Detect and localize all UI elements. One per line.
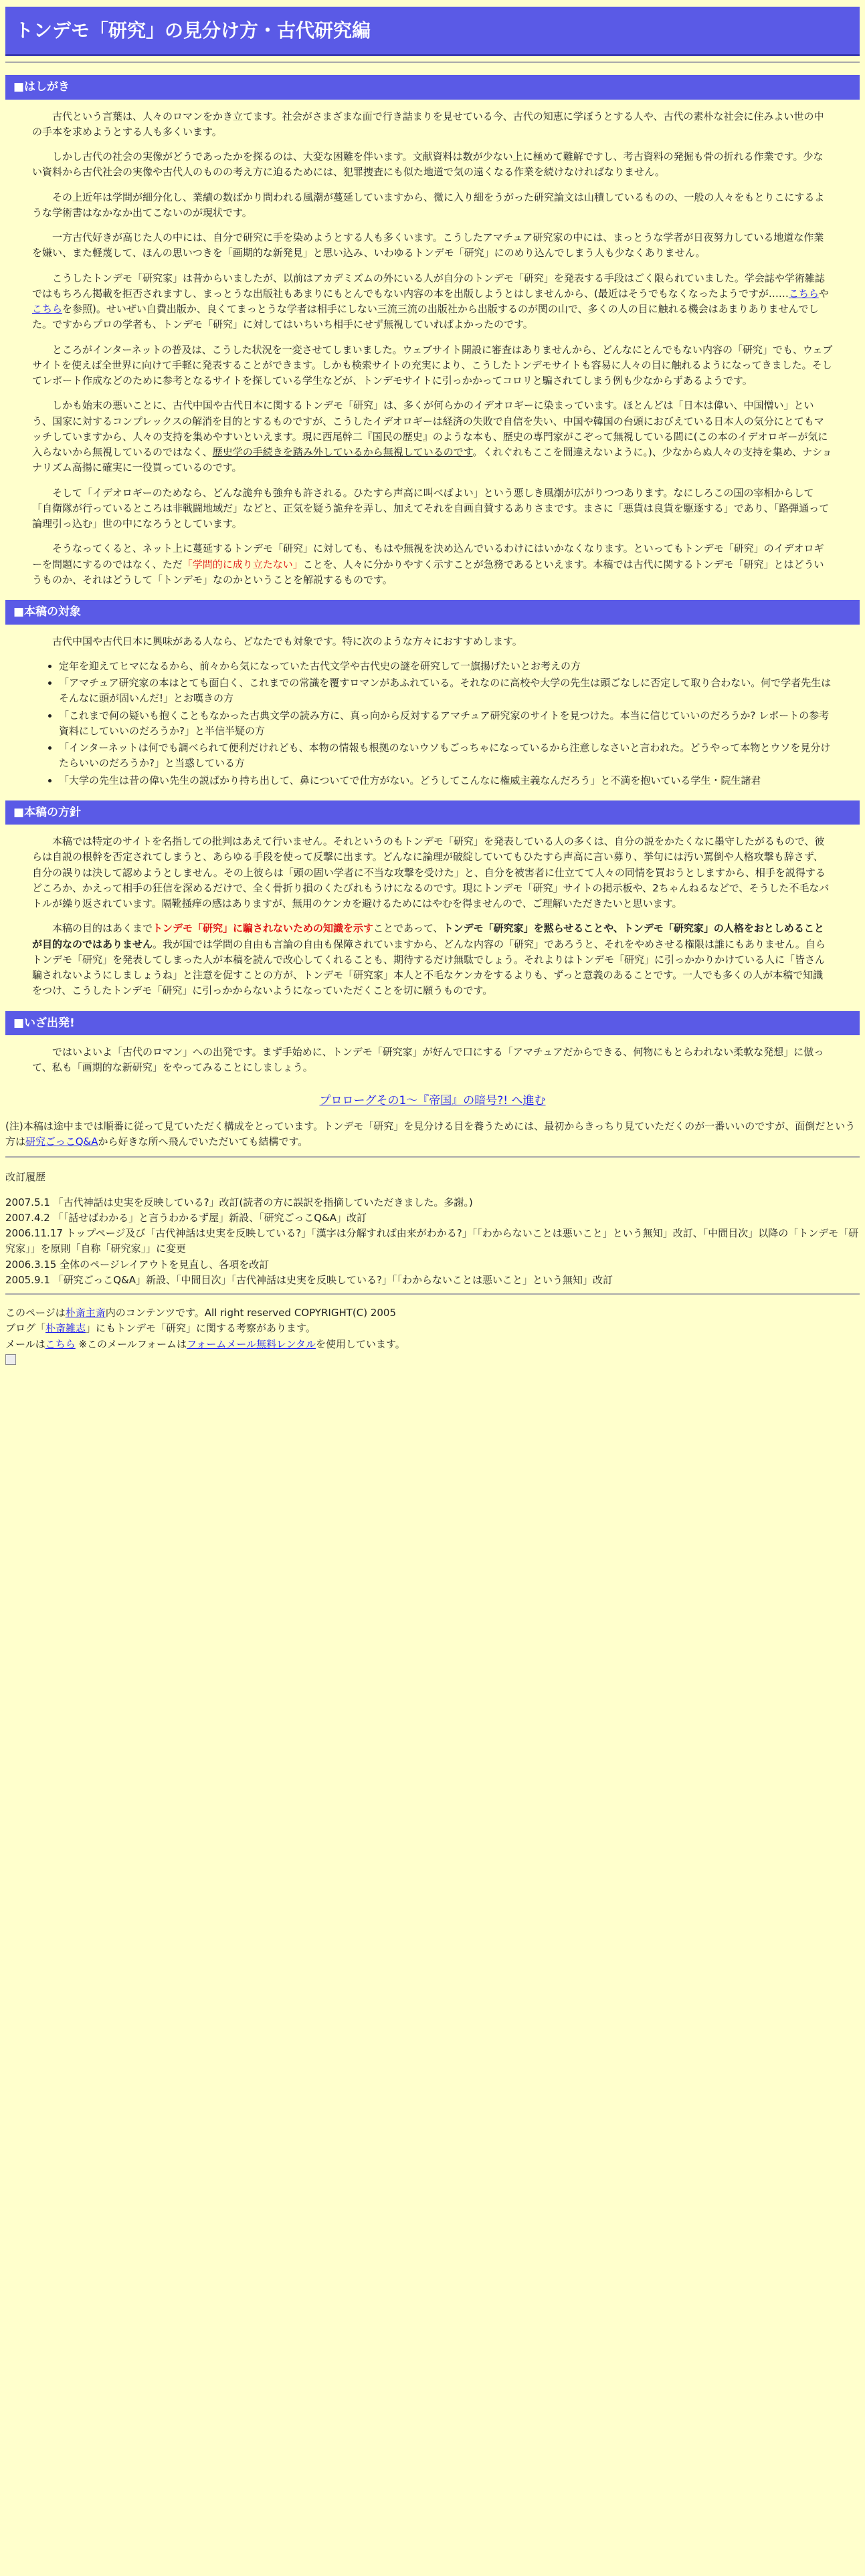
footer-line-1 xyxy=(5,1305,860,1321)
history-entry: 2006.11.17 トップページ及び「古代神話は史実を反映している?」「漢字は分解すれば由来がわかる?」「「わからないことは悪いこと」という無知」改訂、「中間目次」以降の「トンデモ「研究家」」を原則「自称「研究家」」に変更 xyxy=(5,1227,859,1255)
divider xyxy=(5,62,860,63)
qa-link[interactable]: 研究ごっこQ&A xyxy=(25,1136,98,1148)
reference-link-1[interactable]: こちら xyxy=(788,287,819,300)
next-link-wrap xyxy=(5,1092,860,1109)
intro-paragraph-1: 古代という言葉は、人々のロマンをかき立てます。社会がさまざまな面で行き詰まりを見せている今、古代の知恵に学ぼうとする人や、古代の素朴な社会に住みよい世の中の手本を求めようとする人も多くいます。 xyxy=(32,110,824,138)
section-heading-intro: ■はしがき xyxy=(5,75,860,99)
intro-p7-text-a: しかも始末の悪いことに、古代中国や古代日本に関するトンデモ「研究」は、多くが何らかのイデオロギーに染まっています。ほとんどは「日本は偉い、中国憎い」という、国家に対するコンプレックスの解消を目的とするものですが、こうしたイデオロギーは経済の失敗で自信を失い、中国や韓国の台頭におびえている日本人の気分にとてもマッチしていますから、人々の支持を集めやすいといえます。現に西尾幹二『国民の歴史』のような本も、歴史の専門家がこぞって無視している間に(この本のイデオロギーが気に入らないから無視しているのではなく、 xyxy=(32,399,828,459)
policy-p2-text-a: 本稿の目的はあくまで xyxy=(52,922,153,935)
formmail-link[interactable]: フォームメール無料レンタル xyxy=(187,1337,316,1350)
intro-paragraph-5 xyxy=(32,271,833,333)
history-entry: 2006.3.15 全体のページレイアウトを見直し、各項を改訂 xyxy=(5,1258,270,1271)
intro-p7-underlined: 歴史学の手続きを踏み外しているから無視しているのです xyxy=(212,446,473,459)
footer-text: ※このメールフォームは xyxy=(75,1337,187,1350)
intro-p5-text-c: を参照)。せいぜい自費出版か、良くてまっとうな学者は相手にしない三流三流の出版社から出版するのが関の山で、多くの人の目に触れる機会はあまりありませんでした。ですからプロの学者も、トンデモ「研究」に対してはいちいち相手にせず無視していればよかったのです。 xyxy=(32,303,819,331)
intro-p7-text-b: 。くれぐれもここを間違えないように。)、少なからぬ人々の支持を集め、ナショナリズム高揚に確実に一役買っているのです。 xyxy=(32,446,832,474)
mail-link[interactable]: こちら xyxy=(45,1337,76,1350)
footer-text: 内のコンテンツです。All right reserved COPYRIGHT(C) 2005 xyxy=(105,1307,397,1319)
target-list xyxy=(59,659,833,788)
intro-paragraph-4: 一方古代好きが高じた人の中には、自分で研究に手を染めようとする人も多くいます。こうしたアマチュア研究家の中には、まっとうな学者が日夜努力している地道な作業を嫌い、また軽蔑して、ほんの思いつきを「画期的な新発見」と思い込み、いわゆるトンデモ「研究」にのめり込んでしまう人も少なくありません。 xyxy=(32,231,824,259)
blog-link[interactable]: 朴斎雑志 xyxy=(45,1322,86,1335)
intro-p9-red-text: 「学問的に成り立たない」 xyxy=(182,558,303,570)
intro-paragraph-6: ところがインターネットの普及は、こうした状況を一変させてしまいました。ウェブサイト開設に審査はありませんから、どんなにとんでもない内容の「研究」でも、ウェブサイトを使えば全世界に向けて手軽に発表することができます。しかも検索サイトの充実により、こうしたトンデモサイトも容易に人々の目に触れるようになってきました。そしてレポート作成などのために参考となるサイトを探している学生などが、トンデモサイトに引っかかってコロリと騙されてしまう例も少なからずあるようです。 xyxy=(32,343,833,387)
footer-text: を使用しています。 xyxy=(316,1337,405,1350)
history-entry: 2005.9.1 「研究ごっこQ&A」新設、「中間目次」「古代神話は史実を反映している?」「「わからないことは悪いこと」という無知」改訂 xyxy=(5,1273,613,1286)
section-heading-policy: ■本稿の方針 xyxy=(5,800,860,825)
list-item: • 定年を迎えてヒマになるから、前々から気になっていた古代文学や古代史の謎を研究して一旗揚げたいとお考えの方 xyxy=(59,659,833,674)
note-text-a: (注)本稿は途中までは順番に従って見ていただく構成をとっています。トンデモ「研究」を見分ける目を養うためには、最初からきっちり見ていただくのが一番いいのですが、面倒だという方は xyxy=(5,1119,856,1148)
policy-paragraph-1: 本稿では特定のサイトを名指しての批判はあえて行いません。それというのもトンデモ「研究」を発表している人の多くは、自分の説をかたくなに墨守したがるもので、彼らは自説の根幹を否定されてしまうと、あらゆる手段を使って反撃に出ます。どんなに論理が破綻していてもひたすら声高に言い募り、挙句には汚い罵倒や人格攻撃も辞さず、自分の誤りは決して認めようとしません。その上彼らは「頭の固い学者に不当な攻撃を受けた」と、自分を被害者に仕立てて人々の同情を買おうとしますから、相手を説得するどころか、かえって相手の狂信を深めるだけで、全く骨折り損のくたびれもうけになるのです。現にトンデモ「研究」サイトの掲示板や、2ちゃんねるなどで、そうした不毛なバトルが繰り返されています。隔靴掻痒の感はありますが、無用のケンカを避けるためにはやむを得ませんので、ご理解いただきたいと思います。 xyxy=(32,835,830,910)
section-heading-start: ■いざ出発! xyxy=(5,1011,860,1035)
note xyxy=(5,1119,860,1150)
site-home-link[interactable]: 朴斎主斎 xyxy=(65,1307,106,1319)
footer-text: ブログ「 xyxy=(5,1322,46,1335)
note-text-b: から好きな所へ飛んでいただいても結構です。 xyxy=(98,1136,308,1148)
divider xyxy=(5,1156,860,1158)
policy-p2-text-b: ことであって、 xyxy=(373,922,444,935)
list-item: • 「アマチュア研究家の本はとても面白く、これまでの常識を覆すロマンがあふれている。それなのに高校や大学の先生は頭ごなしに否定して取り合わない。何で学者先生はそんなに頭が固いんだ!」とお嘆きの方 xyxy=(59,675,833,707)
history-list xyxy=(5,1195,860,1289)
history-entry: 2007.4.2 「「話せばわかる」と言うわかるず屋」新設、「研究ごっこQ&A」改訂 xyxy=(5,1211,367,1224)
footer-text: このページは xyxy=(5,1307,66,1319)
broken-image-icon xyxy=(5,1354,16,1365)
intro-paragraph-9 xyxy=(32,541,833,588)
footer-line-2 xyxy=(5,1321,860,1336)
policy-p2-bold-red: トンデモ「研究」に騙されないための知識を示す xyxy=(153,922,374,935)
history-entry: 2007.5.1 「古代神話は史実を反映している?」改訂(読者の方に誤訳を指摘していただきました。多謝。) xyxy=(5,1196,473,1208)
start-paragraph-1: ではいよいよ「古代のロマン」への出発です。まず手始めに、トンデモ「研究家」が好んで口にする「アマチュアだからできる、何物にもとらわれない柔軟な発想」に倣って、私も「画期的な新研究」をやってみることにしましょう。 xyxy=(32,1046,824,1074)
intro-paragraph-2: しかし古代の社会の実像がどうであったかを探るのは、大変な困難を伴います。文献資料は数が少ない上に極めて難解ですし、考古資料の発掘も骨の折れる作業です。少ない資料から古代社会の実像や古代人のものの考え方に迫るためには、犯罪捜査にも似た地道で気の遠くなる作業を続けなければなりません。 xyxy=(32,150,824,179)
target-lead: 古代中国や古代日本に興味がある人なら、どなたでも対象です。特に次のような方々におすすめします。 xyxy=(52,635,522,647)
list-item: • 「これまで何の疑いも抱くこともなかった古典文学の読み方に、真っ向から反対するアマチュア研究家のサイトを見つけた。本当に信じていいのだろうか? レポートの参考資料にしていいのだろうか?」と半信半疑の方 xyxy=(59,708,833,740)
intro-paragraph-7 xyxy=(32,398,833,475)
footer xyxy=(5,1305,860,1368)
footer-text: 」にもトンデモ「研究」に関する考察があります。 xyxy=(86,1322,316,1335)
footer-text: メールは xyxy=(5,1337,45,1350)
reference-link-2[interactable]: こちら xyxy=(32,303,63,316)
intro-p5-text-b: や xyxy=(818,287,829,300)
intro-p9-text-a: そうなってくると、ネット上に蔓延するトンデモ「研究」に対しても、もはや無視を決め込んでいるわけにはいかなくなります。といってもトンデモ「研究」のイデオロギーを問題にするのではなく、ただ xyxy=(32,542,824,570)
policy-paragraph-2 xyxy=(32,921,833,998)
intro-paragraph-8: そして「イデオロギーのためなら、どんな詭弁も強弁も許される。ひたすら声高に叫べばよい」という悪しき風潮が広がりつつあります。なにしろこの国の宰相からして「自衛隊が行っているところは非戦闘地域だ」などと、正気を疑う詭弁を弄し、加えてそれを自画自賛するありさまです。まさに「悪貨は良貨を駆逐する」であり、「路弾通って論理引っ込む」世の中になろうとしています。 xyxy=(32,486,830,530)
policy-p2-bold: トンデモ「研究家」を黙らせることや、トンデモ「研究家」の人格をおとしめることが目的なのではありません xyxy=(32,922,824,950)
section-heading-target: ■本稿の対象 xyxy=(5,600,860,624)
history-title: 改訂履歴 xyxy=(5,1171,46,1184)
intro-p9-text-b: ことを、人々に分かりやすく示すことが急務であるといえます。本稿では古代に関するトンデモ「研究」とはどういうものか、それはどうして「トンデモ」なのかということを解説するものです。 xyxy=(32,558,824,586)
list-item: • 「インターネットは何でも調べられて便利だけれども、本物の情報も根拠のないウソもごっちゃになっているから注意しなさいと言われた。どうやって本物とウソを見分けたらいいのだろうか?」と当惑している方 xyxy=(59,740,833,772)
intro-p5-text-a: こうしたトンデモ「研究家」は昔からいましたが、以前はアカデミズムの外にいる人が自分のトンデモ「研究」を発表する手段はごく限られていました。学会誌や学術雑誌ではもちろん掲載を拒否されますし、まっとうな出版社もあまりにもとんでもない内容の本を出版しようとはしませんから、(最近はそうでもなくなったようですが…… xyxy=(32,272,825,300)
next-page-link[interactable]: プロローグその1～『帝国』の暗号?! へ進む xyxy=(319,1093,546,1107)
footer-line-3 xyxy=(5,1337,860,1352)
page-title: トンデモ「研究」の見分け方・古代研究編 xyxy=(5,7,860,56)
policy-p2-text-c: 。我が国では学問の自由も言論の自由も保障されていますから、どんな内容の「研究」であろうと、それをやめさせる権限は誰にもありません。自らトンデモ「研究」を発表してしまった人が本稿を読んで改心してくれることも、期待するだけ無駄でしょう。それよりはトンデモ「研究」に引っかかりかけている人に「皆さん騙されないようにしましょうね」と注意を促すことの方が、トンデモ「研究家」本人と不毛なケンカをするよりも、ずっと意義のあることです。一人でも多くの人が本稿で知識をつけ、こうしたトンデモ「研究」に引っかからないようになっていただくことを切に願うものです。 xyxy=(32,938,826,997)
divider xyxy=(5,1293,860,1295)
list-item: • 「大学の先生は昔の偉い先生の説ばかり持ち出して、鼻についてで仕方がない。どうしてこんなに権威主義なんだろう」と不満を抱いている学生・院生諸君 xyxy=(59,773,833,788)
intro-paragraph-3: その上近年は学問が細分化し、業績の数ばかり問われる風潮が蔓延していますから、微に入り細をうがった研究論文は山積しているものの、一般の人々をもとりこにするような学術書はなかなか出てこないのが現状です。 xyxy=(32,191,825,219)
